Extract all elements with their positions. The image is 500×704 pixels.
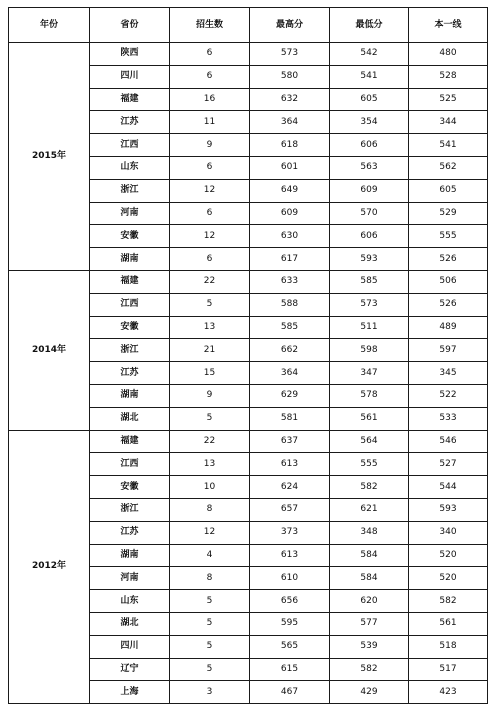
province-cell: 四川 [90,65,170,88]
lowest-score-cell: 606 [330,225,409,248]
lowest-score-cell: 578 [330,384,409,407]
lowest-score-cell: 605 [330,88,409,111]
highest-score-cell: 613 [250,544,330,567]
enrollment-cell: 4 [170,544,250,567]
first-tier-line-cell: 517 [409,658,488,681]
first-tier-line-cell: 520 [409,544,488,567]
enrollment-cell: 22 [170,270,250,293]
highest-score-cell: 573 [250,43,330,66]
lowest-score-cell: 606 [330,134,409,157]
first-tier-line-cell: 344 [409,111,488,134]
highest-score-cell: 610 [250,567,330,590]
first-tier-line-cell: 561 [409,612,488,635]
enrollment-cell: 6 [170,65,250,88]
lowest-score-cell: 570 [330,202,409,225]
province-cell: 陕西 [90,43,170,66]
year-cell: 2014年 [9,270,90,430]
table-row [9,43,488,66]
first-tier-line-cell: 605 [409,179,488,202]
lowest-score-cell: 539 [330,635,409,658]
lowest-score-cell: 584 [330,567,409,590]
province-cell: 福建 [90,270,170,293]
province-cell: 辽宁 [90,658,170,681]
first-tier-line-cell: 527 [409,453,488,476]
first-tier-line-cell: 518 [409,635,488,658]
enrollment-cell: 5 [170,635,250,658]
lowest-score-cell: 621 [330,498,409,521]
table-row [9,430,488,453]
province-cell: 江西 [90,453,170,476]
enrollment-cell: 6 [170,202,250,225]
highest-score-cell: 565 [250,635,330,658]
enrollment-cell: 10 [170,476,250,499]
highest-score-cell: 656 [250,590,330,613]
header-lowest-score: 最低分 [330,8,409,43]
enrollment-cell: 22 [170,430,250,453]
year-cell: 2015年 [9,43,90,271]
highest-score-cell: 629 [250,384,330,407]
first-tier-line-cell: 525 [409,88,488,111]
enrollment-cell: 16 [170,88,250,111]
highest-score-cell: 364 [250,111,330,134]
lowest-score-cell: 354 [330,111,409,134]
highest-score-cell: 630 [250,225,330,248]
province-cell: 安徽 [90,476,170,499]
province-cell: 安徽 [90,316,170,339]
lowest-score-cell: 609 [330,179,409,202]
first-tier-line-cell: 522 [409,384,488,407]
province-cell: 湖南 [90,248,170,271]
highest-score-cell: 613 [250,453,330,476]
lowest-score-cell: 511 [330,316,409,339]
lowest-score-cell: 585 [330,270,409,293]
enrollment-cell: 3 [170,681,250,704]
lowest-score-cell: 561 [330,407,409,430]
highest-score-cell: 632 [250,88,330,111]
province-cell: 湖北 [90,612,170,635]
lowest-score-cell: 541 [330,65,409,88]
first-tier-line-cell: 506 [409,270,488,293]
enrollment-cell: 21 [170,339,250,362]
enrollment-cell: 12 [170,521,250,544]
highest-score-cell: 618 [250,134,330,157]
province-cell: 安徽 [90,225,170,248]
highest-score-cell: 373 [250,521,330,544]
enrollment-cell: 9 [170,384,250,407]
province-cell: 浙江 [90,339,170,362]
first-tier-line-cell: 526 [409,248,488,271]
province-cell: 福建 [90,430,170,453]
lowest-score-cell: 582 [330,658,409,681]
enrollment-cell: 9 [170,134,250,157]
first-tier-line-cell: 489 [409,316,488,339]
first-tier-line-cell: 597 [409,339,488,362]
first-tier-line-cell: 582 [409,590,488,613]
header-province: 省份 [90,8,170,43]
first-tier-line-cell: 423 [409,681,488,704]
first-tier-line-cell: 593 [409,498,488,521]
lowest-score-cell: 563 [330,156,409,179]
province-cell: 浙江 [90,179,170,202]
lowest-score-cell: 584 [330,544,409,567]
highest-score-cell: 615 [250,658,330,681]
enrollment-cell: 5 [170,658,250,681]
highest-score-cell: 662 [250,339,330,362]
enrollment-cell: 13 [170,453,250,476]
first-tier-line-cell: 528 [409,65,488,88]
province-cell: 福建 [90,88,170,111]
table-body [9,43,488,704]
first-tier-line-cell: 480 [409,43,488,66]
enrollment-cell: 8 [170,567,250,590]
province-cell: 江西 [90,293,170,316]
lowest-score-cell: 564 [330,430,409,453]
header-enrollment: 招生数 [170,8,250,43]
province-cell: 湖南 [90,544,170,567]
enrollment-cell: 8 [170,498,250,521]
first-tier-line-cell: 529 [409,202,488,225]
lowest-score-cell: 598 [330,339,409,362]
header-highest-score: 最高分 [250,8,330,43]
highest-score-cell: 617 [250,248,330,271]
first-tier-line-cell: 541 [409,134,488,157]
table-row [9,270,488,293]
province-cell: 上海 [90,681,170,704]
province-cell: 江西 [90,134,170,157]
header-first-tier-line: 本一线 [409,8,488,43]
enrollment-cell: 5 [170,293,250,316]
lowest-score-cell: 573 [330,293,409,316]
highest-score-cell: 595 [250,612,330,635]
lowest-score-cell: 347 [330,362,409,385]
first-tier-line-cell: 520 [409,567,488,590]
highest-score-cell: 581 [250,407,330,430]
lowest-score-cell: 593 [330,248,409,271]
province-cell: 山东 [90,156,170,179]
lowest-score-cell: 555 [330,453,409,476]
first-tier-line-cell: 345 [409,362,488,385]
province-cell: 河南 [90,567,170,590]
province-cell: 江苏 [90,521,170,544]
enrollment-cell: 5 [170,590,250,613]
enrollment-cell: 5 [170,407,250,430]
enrollment-cell: 6 [170,43,250,66]
highest-score-cell: 364 [250,362,330,385]
highest-score-cell: 649 [250,179,330,202]
highest-score-cell: 588 [250,293,330,316]
enrollment-cell: 6 [170,156,250,179]
lowest-score-cell: 620 [330,590,409,613]
lowest-score-cell: 582 [330,476,409,499]
highest-score-cell: 580 [250,65,330,88]
first-tier-line-cell: 340 [409,521,488,544]
enrollment-cell: 6 [170,248,250,271]
lowest-score-cell: 429 [330,681,409,704]
highest-score-cell: 601 [250,156,330,179]
province-cell: 江苏 [90,111,170,134]
first-tier-line-cell: 544 [409,476,488,499]
highest-score-cell: 624 [250,476,330,499]
highest-score-cell: 637 [250,430,330,453]
header-year: 年份 [9,8,90,43]
province-cell: 江苏 [90,362,170,385]
table-header-row [9,8,488,43]
enrollment-cell: 15 [170,362,250,385]
province-cell: 山东 [90,590,170,613]
province-cell: 四川 [90,635,170,658]
province-cell: 浙江 [90,498,170,521]
highest-score-cell: 657 [250,498,330,521]
first-tier-line-cell: 533 [409,407,488,430]
first-tier-line-cell: 526 [409,293,488,316]
lowest-score-cell: 542 [330,43,409,66]
province-cell: 湖北 [90,407,170,430]
admission-score-table [8,7,488,704]
province-cell: 湖南 [90,384,170,407]
enrollment-cell: 13 [170,316,250,339]
enrollment-cell: 5 [170,612,250,635]
lowest-score-cell: 577 [330,612,409,635]
highest-score-cell: 609 [250,202,330,225]
province-cell: 河南 [90,202,170,225]
highest-score-cell: 585 [250,316,330,339]
first-tier-line-cell: 546 [409,430,488,453]
highest-score-cell: 633 [250,270,330,293]
highest-score-cell: 467 [250,681,330,704]
enrollment-cell: 12 [170,179,250,202]
enrollment-cell: 11 [170,111,250,134]
enrollment-cell: 12 [170,225,250,248]
lowest-score-cell: 348 [330,521,409,544]
first-tier-line-cell: 562 [409,156,488,179]
first-tier-line-cell: 555 [409,225,488,248]
year-cell: 2012年 [9,430,90,704]
